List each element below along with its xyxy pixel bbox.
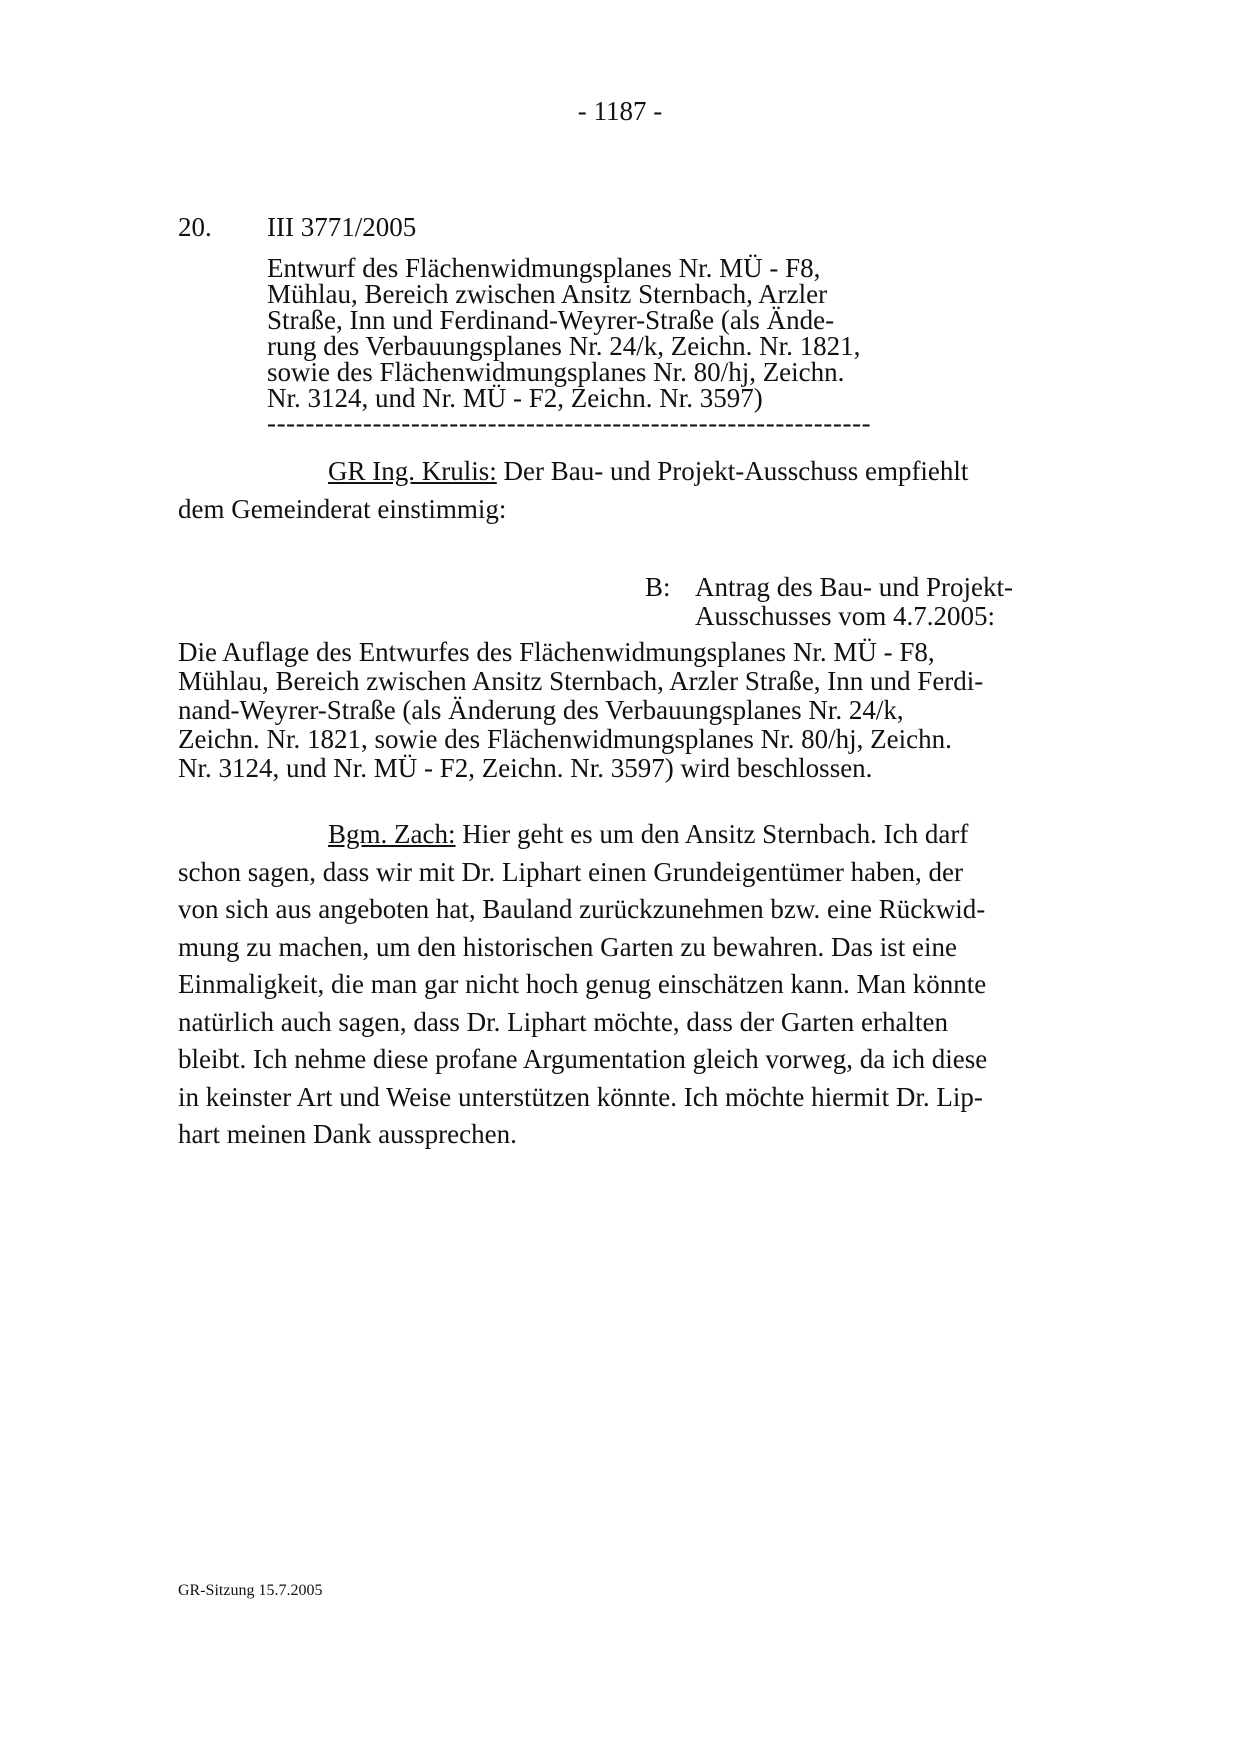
krulis-second-line: dem Gemeinderat einstimmig: — [178, 494, 507, 524]
motion-label: B: — [645, 572, 671, 602]
zach-line: bleibt. Ich nehme diese profane Argumentation gleich vorweg, da ich diese — [178, 1044, 988, 1074]
motion-text-line: nand-Weyrer-Straße (als Änderung des Verbauungsplanes Nr. 24/k, — [178, 695, 904, 725]
agenda-item-reference: III 3771/2005 — [267, 212, 417, 242]
title-line: Nr. 3124, und Nr. MÜ - F2, Zeichn. Nr. 3597) — [267, 383, 763, 413]
title-line: Straße, Inn und Ferdinand-Weyrer-Straße (als Ände- — [267, 305, 835, 335]
krulis-statement — [178, 452, 1058, 528]
krulis-first-line — [178, 452, 1058, 490]
motion-text-line: Mühlau, Bereich zwischen Ansitz Sternbach, Arzler Straße, Inn und Ferdi- — [178, 666, 984, 696]
zach-line: von sich aus angeboten hat, Bauland zurückzunehmen bzw. eine Rückwid- — [178, 894, 986, 924]
speaker-krulis: GR Ing. Krulis: — [328, 456, 497, 486]
motion-heading-line: Ausschusses vom 4.7.2005: — [695, 601, 996, 631]
zach-line: natürlich auch sagen, dass Dr. Liphart möchte, dass der Garten erhalten — [178, 1006, 948, 1037]
motion-heading-line: Antrag des Bau- und Projekt- — [695, 572, 1013, 602]
title-line: Mühlau, Bereich zwischen Ansitz Sternbach, Arzler — [267, 279, 828, 309]
zach-first-line — [178, 816, 1058, 854]
title-line: Entwurf des Flächenwidmungsplanes Nr. MÜ - F8, — [267, 253, 821, 283]
zach-line: in keinster Art und Weise unterstützen könnte. Ich möchte hiermit Dr. Lip- — [178, 1081, 983, 1112]
agenda-item-title — [267, 255, 860, 411]
motion-text-line: Nr. 3124, und Nr. MÜ - F2, Zeichn. Nr. 3597) wird beschlossen. — [178, 753, 873, 783]
zach-line: hart meinen Dank aussprechen. — [178, 1119, 517, 1149]
zach-statement — [178, 816, 1058, 1154]
speaker-zach: Bgm. Zach: — [328, 819, 456, 849]
motion-text — [178, 638, 1058, 783]
agenda-item-number: 20. — [178, 212, 212, 242]
krulis-text: Der Bau- und Projekt-Ausschuss empfiehlt — [496, 456, 969, 486]
title-line: rung des Verbauungsplanes Nr. 24/k, Zeichn. Nr. 1821, — [267, 331, 861, 361]
title-line: sowie des Flächenwidmungsplanes Nr. 80/hj, Zeichn. — [267, 357, 845, 387]
zach-line: schon sagen, dass wir mit Dr. Liphart einen Grundeigentümer haben, der — [178, 856, 964, 887]
zach-line: mung zu machen, um den historischen Garten zu bewahren. Das ist eine — [178, 931, 958, 962]
page-number: - 1187 - — [577, 96, 663, 126]
motion-heading — [645, 573, 1013, 631]
zach-line: Einmaligkeit, die man gar nicht hoch genug einschätzen kann. Man könnte — [178, 969, 987, 999]
motion-text-line: Die Auflage des Entwurfes des Flächenwidmungsplanes Nr. MÜ - F8, — [178, 637, 935, 667]
zach-text: Hier geht es um den Ansitz Sternbach. Ich darf — [455, 819, 969, 849]
title-separator: --------------------------------------------------------------- — [267, 408, 872, 438]
page-footer: GR-Sitzung 15.7.2005 — [178, 1582, 323, 1599]
motion-text-line: Zeichn. Nr. 1821, sowie des Flächenwidmungsplanes Nr. 80/hj, Zeichn. — [178, 724, 952, 754]
